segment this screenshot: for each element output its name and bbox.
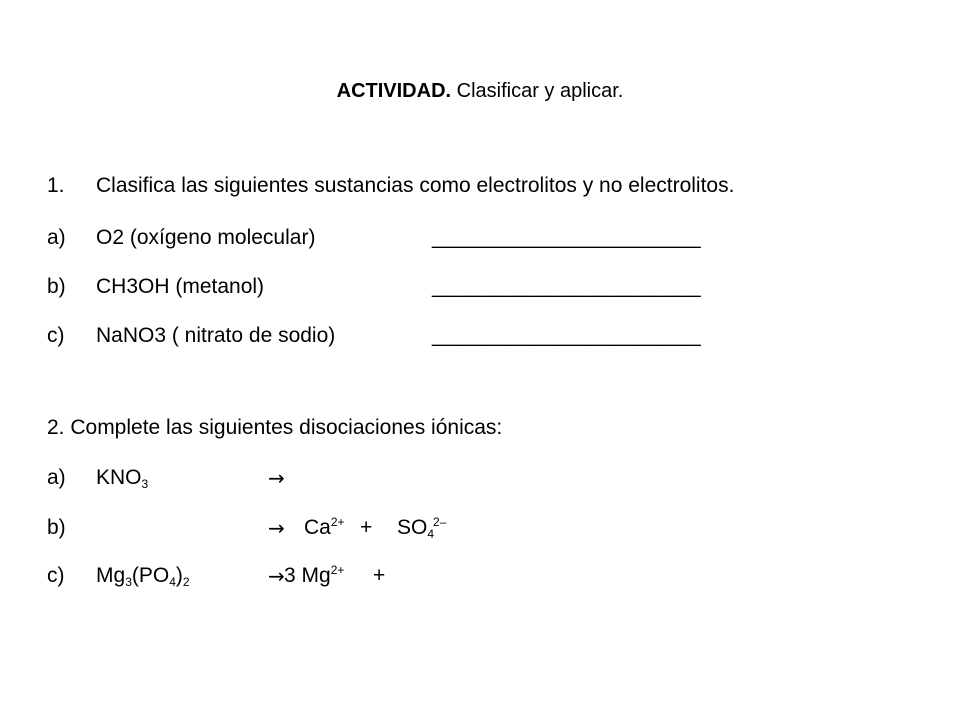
- product-ion: $Ca^{2+}$: [304, 515, 345, 539]
- arrow-icon: →: [268, 466, 285, 490]
- plus-sign: +: [373, 564, 386, 587]
- answer-blank: _______________________: [432, 275, 701, 298]
- slide-title: [0, 77, 960, 105]
- item-letter: b): [47, 516, 66, 539]
- question-1-number: 1.: [47, 174, 65, 197]
- item-letter: c): [47, 324, 65, 347]
- title-rest: Clasificar y aplicar.: [451, 80, 624, 102]
- item-letter: a): [47, 226, 66, 249]
- reactant-formula: $KNO_3$: [96, 466, 149, 491]
- reactant-formula: $Mg_3(PO_4)_2$: [96, 564, 190, 589]
- item-letter: c): [47, 564, 65, 587]
- question-2-text: 2. Complete las siguientes disociaciones iónicas:: [47, 416, 503, 439]
- item-letter: b): [47, 275, 66, 298]
- item-text: NaNO3 ( nitrato de sodio): [96, 324, 336, 347]
- arrow-icon: →: [268, 564, 285, 588]
- plus-sign: +: [360, 516, 373, 539]
- answer-blank: _______________________: [432, 226, 701, 249]
- answer-blank: _______________________: [432, 324, 701, 347]
- item-text: CH3OH (metanol): [96, 275, 265, 298]
- product-ion: 3 $Mg^{2+}$: [284, 563, 345, 587]
- product-ion: $SO_4^{2-}$: [397, 515, 447, 541]
- arrow-icon: →: [268, 516, 285, 540]
- item-text: O2 (oxígeno molecular): [96, 226, 316, 249]
- question-1-text: Clasifica las siguientes sustancias como electrolitos y no electrolitos.: [96, 174, 735, 197]
- title-bold: ACTIVIDAD.: [336, 80, 452, 102]
- item-letter: a): [47, 466, 66, 489]
